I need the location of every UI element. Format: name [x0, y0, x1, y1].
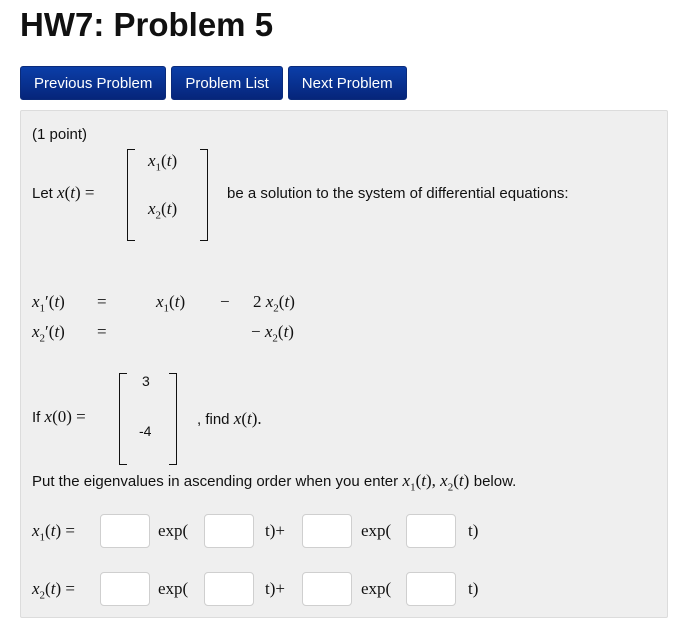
close-text: t) — [468, 521, 479, 540]
let-equation: Let x(t) = — [32, 183, 95, 202]
initial-condition: If x(0) = — [32, 407, 86, 426]
page-title: HW7: Problem 5 — [20, 6, 274, 43]
instruction: Put the eigenvalues in ascending order when you enter $x_1(t)$, $x_2(t)$ below. — [32, 471, 517, 494]
let-description: be a solution to the system of differential equations: — [227, 185, 569, 202]
vector-entry-x2: $x_2(t)$ — [148, 199, 178, 222]
x1-coefficient-2-input[interactable] — [302, 514, 352, 548]
exp-label: exp( — [361, 579, 392, 598]
previous-problem-button[interactable]: Previous Problem — [20, 66, 166, 100]
answer-label-x1: $x_1(t)$ = — [32, 521, 75, 544]
exp-label: exp( — [158, 579, 189, 598]
problem-list-button[interactable]: Problem List — [171, 66, 282, 100]
x2-eigenvalue-2-input[interactable] — [406, 572, 456, 606]
close-text: t) — [468, 579, 479, 598]
x1-coefficient-1-input[interactable] — [100, 514, 150, 548]
x1-eigenvalue-2-input[interactable] — [406, 514, 456, 548]
exp-label: exp( — [158, 521, 189, 540]
problem-nav — [20, 66, 407, 100]
ode-eq-1: = — [97, 292, 107, 311]
plus-text: t)+ — [265, 579, 285, 598]
ode-minus: − — [220, 292, 230, 311]
right-bracket — [200, 149, 208, 241]
problem-panel — [20, 110, 668, 618]
answer-label-x2: $x_2(t)$ = — [32, 579, 75, 602]
initial-value-2: -4 — [139, 423, 152, 439]
left-bracket — [127, 149, 135, 241]
plus-text: t)+ — [265, 521, 285, 540]
ode-term-x1: $x_1(t)$ — [156, 292, 186, 315]
x1-eigenvalue-1-input[interactable] — [204, 514, 254, 548]
initial-right-bracket — [169, 373, 177, 465]
ode-lhs-2: $x_2'(t)$ — [32, 322, 65, 345]
initial-left-bracket — [119, 373, 127, 465]
ode-term-2x2: 2 $x_2(t)$ — [253, 292, 295, 315]
next-problem-button[interactable]: Next Problem — [288, 66, 407, 100]
exp-label: exp( — [361, 521, 392, 540]
find-text: , find x(t). — [197, 409, 262, 428]
ode-lhs-1: $x_1'(t)$ — [32, 292, 65, 315]
points-label: (1 point) — [32, 126, 88, 143]
x2-coefficient-1-input[interactable] — [100, 572, 150, 606]
initial-value-1: 3 — [142, 373, 150, 389]
ode-term-neg-x2: − $x_2(t)$ — [251, 322, 294, 345]
x2-eigenvalue-1-input[interactable] — [204, 572, 254, 606]
vector-entry-x1: $x_1(t)$ — [148, 151, 178, 174]
ode-eq-2: = — [97, 322, 107, 341]
x2-coefficient-2-input[interactable] — [302, 572, 352, 606]
